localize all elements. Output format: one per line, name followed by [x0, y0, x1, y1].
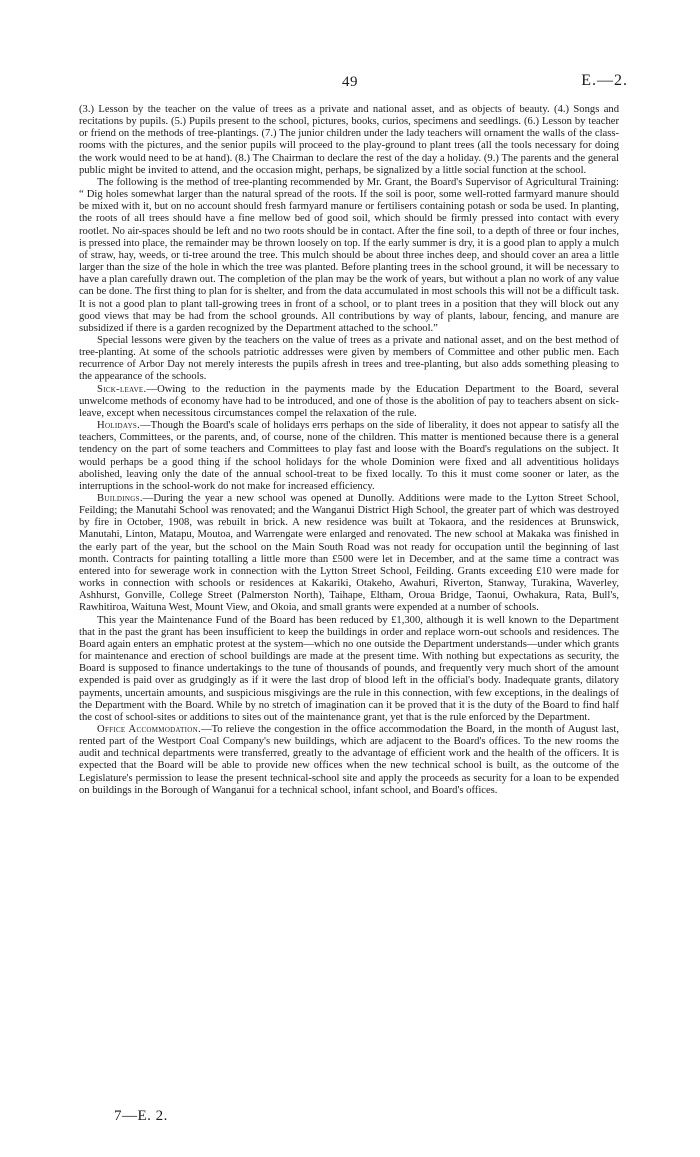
paragraph-text: —During the year a new school was opened at Dunolly. Additions were made to the Lytton Street School, Feilding; the Manutahi School was renovated; and the Wanganui District High School, the greater part of which was destroyed by fire in October, 1908, was rebuilt in brick. A new residence was built at Tokaora, and the residences at Brunswick, Manutahi, Linton, Matapu, Moutoa, and Warrengate were enlarged and renovated. The new school at Makaka was finished in the early part of the year, but the school on the Main South Road was not ready for occupation until the beginning of last month. Contracts for painting totalling a little more than £500 were let in December, and at the same time a contract was entered into for sewerage work in connection with the Lytton Street School, Feilding. Grants exceeding £10 were made for works in connection with schools or residences at Kakariki, Otakeho, Awahuri, Riverton, Stanway, Turakina, Waverley, Ashhurst, Gonville, College Street (Palmerston North), Taihape, Eltham, Oroua Bridge, Taonui, Owhakura, Rata, Bull's, Rawhitiroa, Waituna West, Mount View, and Okoia, and small grants were expended at a number of schools. [79, 493, 619, 614]
paragraph-text: This year the Maintenance Fund of the Board has been reduced by £1,300, although it is well known to the Department that in the past the grant has been insufficient to keep the buildings in order and replace worn-out schools and residences. The Board again enters an emphatic protest at the system—which no one outside the Department understands—under which grants for maintenance and erection of school buildings are made at the present time. With nothing but expectations as security, the Board is supposed to finance undertakings to the tune of thousands of pounds, and frequently very much short of the amount expended is paid over as grudgingly as if it were the last drop of blood left in the official's body. Inadequate grants, dilatory payments, uncertain amounts, and suspicious misgivings are the rule in this connection, with few exceptions, in the dealings of the Department with the Board. While by no stretch of imagination can it be proved that it is the duty of the Board to find half the cost of school-sites or additions to sites out of the maintenance grant, yet that is the rule enforced by the Department. [79, 614, 619, 723]
paragraph-tree-planting-method [79, 177, 619, 335]
paragraph-arbor-day-programme [79, 104, 619, 177]
paragraph-maintenance-fund [79, 615, 619, 724]
paragraph-text: —To relieve the congestion in the office accommodation the Board, in the month of August last, rented part of the Westport Coal Company's new buildings, which are adjacent to the Board's offices. To the new rooms the audit and technical departments were transferred, greatly to the advantage of efficient work and the health of the officers. It is expected that the Board will be able to provide new offices when the new technical school is built, as the outcome of the Legislature's permission to lease the present technical-school site and apply the proceeds as security for a loan to be expended on buildings in the Borough of Wanganui for a technical school, infant school, and Board's offices. [79, 723, 619, 796]
paragraph-office-accommodation [79, 724, 619, 797]
section-heading-holidays: Holidays. [97, 420, 141, 432]
paragraph-special-lessons [79, 335, 619, 384]
paragraph-text: —Though the Board's scale of holidays errs perhaps on the side of liberality, it does not appear to satisfy all the teachers, Committees, or the parents, and, of course, none of the children. This matter is mentioned because there is a general tendency on the part of some teachers and Committees to play fast and loose with the Board's regulations on the subject. It would perhaps be a good thing if the school holidays for the whole Dominion were fixed and all adventitious holidays abolished, leaving only the date of the annual school-treat to be fixed locally. To this it must come sooner or later, as the interruptions in the school-work do not make for increased efficiency. [79, 420, 619, 492]
paragraph-sick-leave [79, 384, 619, 420]
paragraph-text: Special lessons were given by the teachers on the value of trees as a private and national asset, and on the best method of tree-planting. At some of the schools patriotic addresses were given by members of Committee and other public men. Each recurrence of Arbor Day not merely interests the pupils afresh in trees and tree-planting, but also adds something pleasing to the appearance of the schools. [79, 334, 619, 383]
section-heading-buildings: Buildings. [97, 493, 143, 504]
paragraph-text: The following is the method of tree-planting recommended by Mr. Grant, the Board's Supervisor of Agricultural Training: “ Dig holes somewhat larger than the natural spread of the roots. If the soil is poor, some well-rotted farmyard manure should be mixed with it, but on no account should fresh farmyard manure or fertilisers containing potash or soda be used. In planting, the roots of all trees should have a fine mellow bed of good soil, which should be firmly pressed into contact with every rootlet. No air-spaces should be left and no two roots should be in contact. After the fine soil, to a depth of three or four inches, is pressed into place, the remainder may be thrown loosely on top. If the early summer is dry, it is a good plan to apply a mulch of straw, hay, weeds, or ti-tree around the tree. This mulch should be about three inches deep, and should cover an area a little larger than the size of the hole in which the tree was planted. Before planting trees in the school ground, it will be necessary to have a plan carefully drawn out. The completion of the plan may be the work of years, but without a plan no work of any value can be done. The first thing to plan for is shelter, and from the data accumulated in most schools this will not be a difficult task. It is not a good plan to plant tall-growing trees in front of a school, or to plant trees in a position that they will block out any good views that may be had from the school grounds. All contributions by way of plants, labour, fencing, and manure are subsidized if there is a garden recognized by the Department attached to the school.” [79, 176, 619, 334]
paragraph-text: (3.) Lesson by the teacher on the value of trees as a private and national asset, and as objects of beauty. (4.) Songs and recitations by pupils. (5.) Pupils present to the school, pictures, books, curios, specimens and seedlings. (6.) Lesson by teacher or friend on the methods of tree-plantings. (7.) The junior children under the lady teachers will ornament the walls of the class-rooms with the pictures, and the senior pupils will proceed to the play-ground to plant trees (all the tools necessary for doing the work would need to be at hand). (8.) The Chairman to declare the rest of the day a holiday. (9.) The parents and the general public might be invited to attend, and the occasion might, perhaps, be signalized by a little social function at the school. [79, 104, 619, 176]
paragraph-holidays [79, 420, 619, 493]
section-heading-sick-leave: Sick-leave. [97, 383, 147, 395]
section-heading-office-accommodation: Office Accommodation. [97, 723, 201, 735]
page-number: 49 [342, 74, 358, 90]
series-code: E.—2. [581, 72, 628, 89]
body-text [79, 104, 619, 797]
signature-code: 7—E. 2. [114, 1108, 168, 1124]
paragraph-buildings [79, 493, 619, 615]
paragraph-text: —Owing to the reduction in the payments made by the Education Department to the Board, several unwelcome methods of economy have had to be introduced, and one of those is the abolition of pay to teachers absent on sick-leave, except when necessitous circumstances compel the relaxation of the rule. [79, 383, 619, 419]
